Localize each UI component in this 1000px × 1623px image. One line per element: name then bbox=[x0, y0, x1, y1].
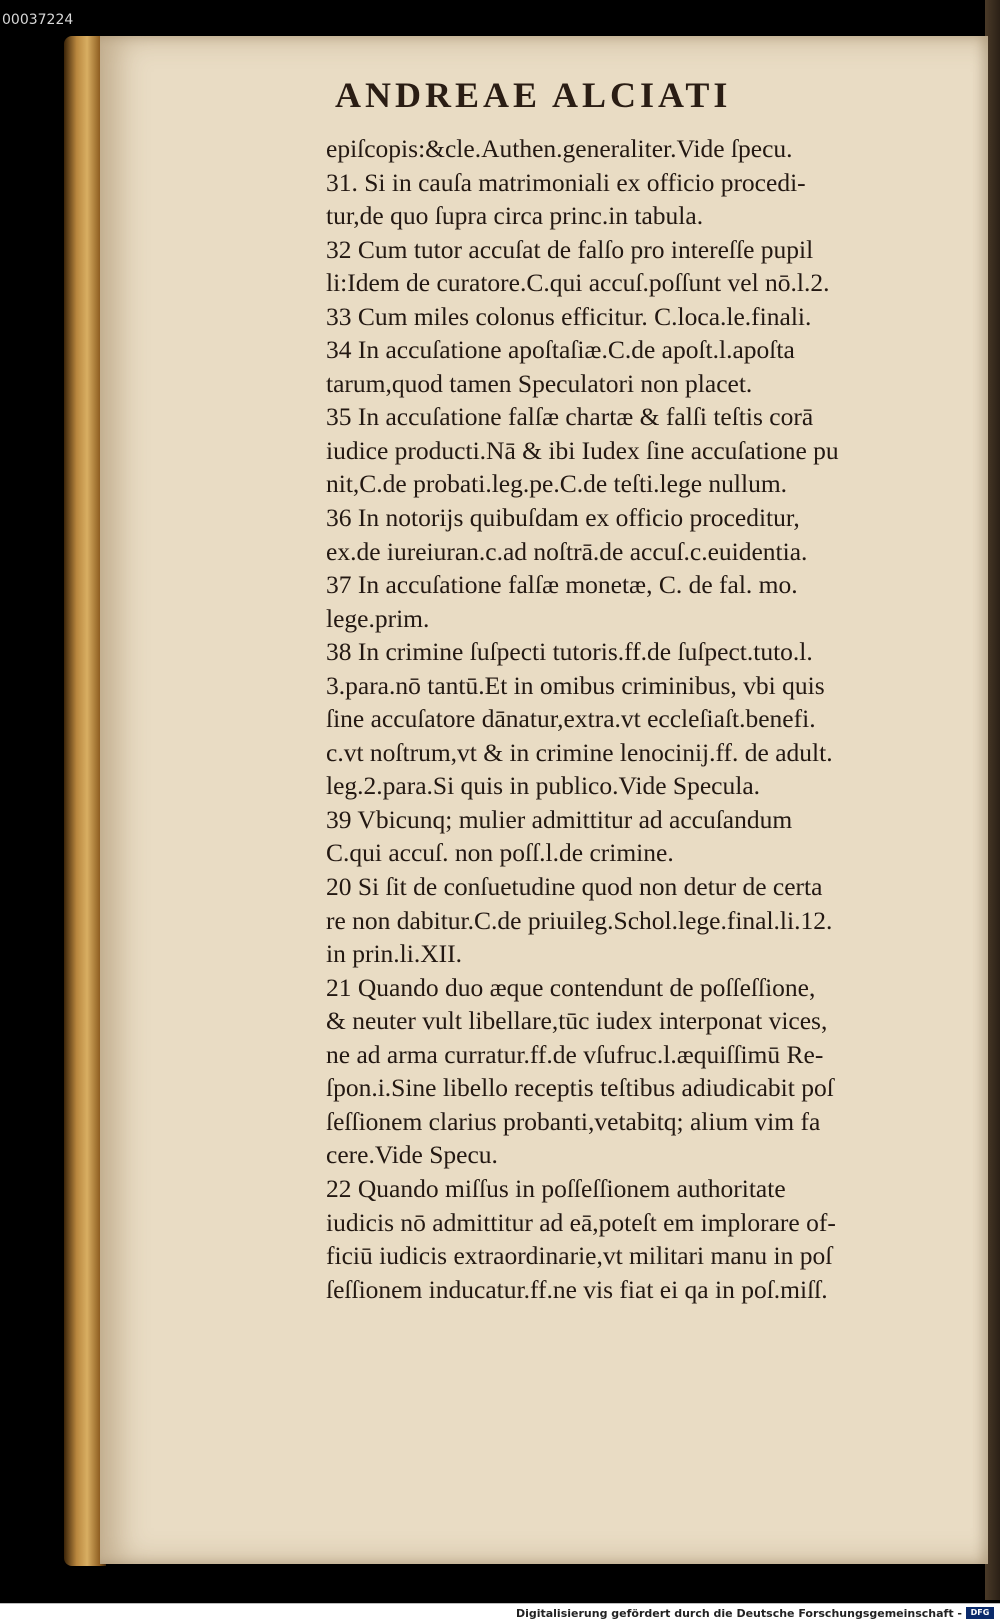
text-line: iudicis nō admittitur ad eā,poteſt em implorare of- bbox=[326, 1207, 836, 1237]
text-line: 20 Si ſit de conſuetudine quod non detur de certa bbox=[326, 872, 823, 902]
text-line: ſeſſionem inducatur.ff.ne vis fiat ei qa in poſ.miſſ. bbox=[326, 1274, 828, 1304]
text-line: 34 In accuſatione apoſtaſiæ.C.de apoſt.l.apoſta bbox=[326, 335, 795, 365]
text-line: ſine accuſatore dānatur,extra.vt eccleſiaſt.benefi. bbox=[326, 704, 816, 734]
text-line: 33 Cum miles colonus efficitur. C.loca.le.finali. bbox=[326, 301, 812, 331]
running-head: ANDREAE ALCIATI bbox=[335, 75, 732, 115]
text-line: nit,C.de probati.leg.pe.C.de teſti.lege nullum. bbox=[326, 469, 788, 499]
text-line: ex.de iureiuran.c.ad noſtrā.de accuſ.c.euidentia. bbox=[326, 536, 808, 566]
text-line: 35 In accuſatione falſæ chartæ & falſi teſtis corā bbox=[326, 402, 814, 432]
text-line: 22 Quando miſſus in poſſeſſionem authoritate bbox=[326, 1173, 786, 1203]
text-line: ſeſſionem clarius probanti,vetabitq; alium vim fa bbox=[326, 1106, 821, 1136]
text-line: ne ad arma curratur.ff.de vſufruc.l.æquiſſimū Re- bbox=[326, 1039, 824, 1069]
text-line: in prin.li.XII. bbox=[326, 939, 462, 969]
text-line: li:Idem de curatore.C.qui accuſ.poſſunt vel nō.l.2. bbox=[326, 268, 830, 298]
text-line: 37 In accuſatione falſæ monetæ, C. de fal. mo. bbox=[326, 570, 798, 600]
text-line: ſpon.i.Sine libello receptis teſtibus adiudicabit poſ bbox=[326, 1073, 834, 1103]
text-line: tarum,quod tamen Speculatori non placet. bbox=[326, 368, 753, 398]
text-line: 21 Quando duo æque contendunt de poſſeſſione, bbox=[326, 972, 816, 1002]
text-line: iudice producti.Nā & ibi Iudex ſine accuſatione pu bbox=[326, 435, 839, 465]
text-line: & neuter vult libellare,tūc iudex interponat vices, bbox=[326, 1006, 828, 1036]
text-line: ficiū iudicis extraordinarie,vt militari manu in poſ bbox=[326, 1241, 833, 1271]
text-line: C.qui accuſ. non poſſ.l.de crimine. bbox=[326, 838, 674, 868]
text-line: 38 In crimine ſuſpecti tutoris.ff.de ſuſpect.tuto.l. bbox=[326, 637, 813, 667]
text-line: 36 In notorijs quibuſdam ex officio proceditur, bbox=[326, 503, 800, 533]
text-line: 32 Cum tutor accuſat de falſo pro intereſſe pupil bbox=[326, 234, 814, 264]
dfg-logo-icon: DFG bbox=[966, 1607, 994, 1619]
footer-credit: Digitalisierung gefördert durch die Deutsche Forschungsgemeinschaft - bbox=[515, 1607, 962, 1620]
text-line: epiſcopis:&cle.Authen.generaliter.Vide ſpecu. bbox=[326, 134, 793, 163]
text-line: re non dabitur.C.de priuileg.Schol.lege.final.li.12. bbox=[326, 905, 833, 935]
text-line: lege.prim. bbox=[326, 603, 430, 633]
text-line: 39 Vbicunq; mulier admittitur ad accuſandum bbox=[326, 804, 793, 834]
page-text bbox=[326, 132, 998, 1306]
text-line: cere.Vide Specu. bbox=[326, 1140, 498, 1170]
text-line: 31. Si in cauſa matrimoniali ex officio procedi- bbox=[326, 167, 806, 197]
scan-id-label: 00037224 bbox=[2, 12, 74, 28]
text-line: leg.2.para.Si quis in publico.Vide Specula. bbox=[326, 771, 761, 801]
text-line: tur,de quo ſupra circa princ.in tabula. bbox=[326, 201, 704, 231]
footer-bar bbox=[0, 1603, 1000, 1623]
text-line: 3.para.nō tantū.Et in omibus criminibus, vbi quis bbox=[326, 670, 825, 700]
text-line: c.vt noſtrum,vt & in crimine lenocinij.ff. de adult. bbox=[326, 737, 833, 767]
